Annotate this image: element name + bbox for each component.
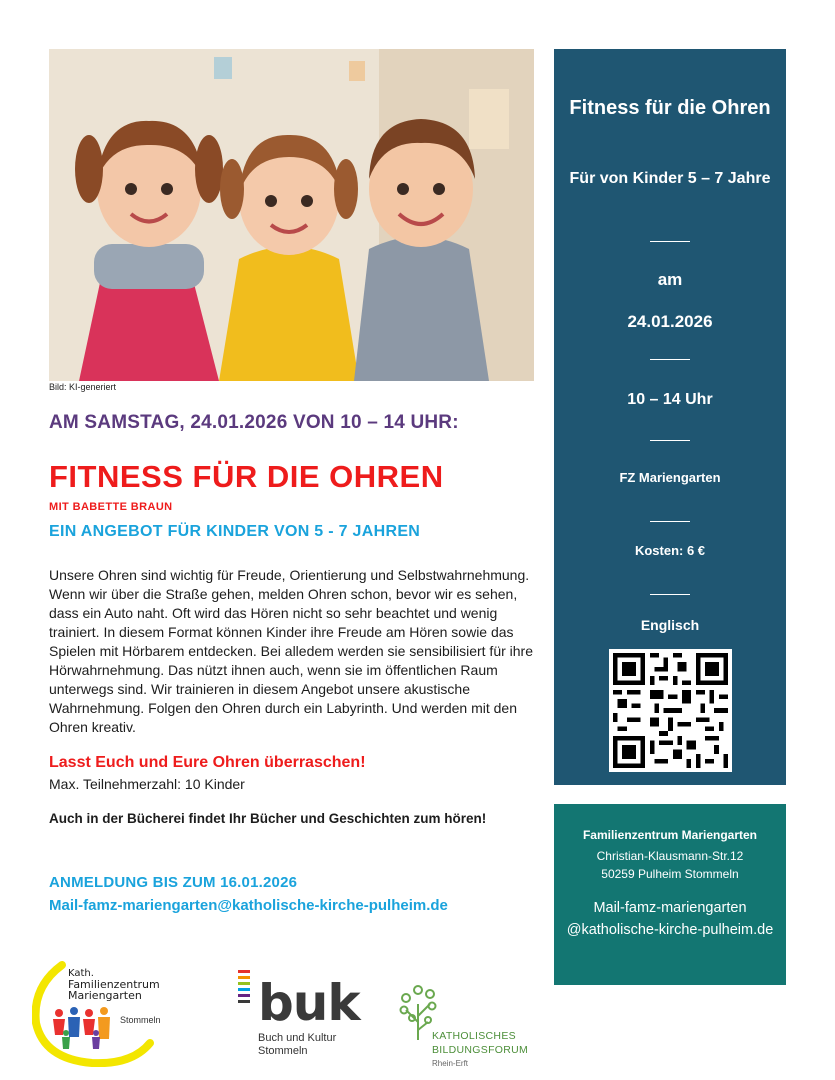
library-note: Auch in der Bücherei findet Ihr Bücher und Geschichten zum hören! — [49, 811, 487, 826]
divider — [650, 594, 690, 595]
panel-am: am — [657, 270, 683, 289]
familienzentrum-logo-text — [68, 968, 160, 1001]
registration-deadline: ANMELDUNG BIS ZUM 16.01.2026 — [49, 874, 298, 891]
divider — [650, 241, 690, 242]
logo-text-line: Kath. — [68, 968, 94, 979]
logo-text-line: Mariengarten — [68, 989, 142, 1002]
panel-language: Englisch — [640, 617, 700, 633]
buk-wordmark: buk — [258, 974, 360, 1032]
panel-title: Fitness für die Ohren — [569, 97, 771, 119]
panel-cost: Kosten: 6 € — [634, 543, 706, 558]
logo-town: Stommeln — [120, 1015, 161, 1025]
panel-date: 24.01.2026 — [627, 312, 713, 331]
divider — [650, 359, 690, 360]
panel-age: Für von Kinder 5 – 7 Jahre — [569, 170, 771, 187]
panel-place: FZ Mariengarten — [619, 470, 721, 485]
photo-caption: Bild: KI-generiert — [49, 382, 117, 392]
buk-town: Stommeln — [258, 1045, 308, 1057]
hero-photo — [49, 49, 534, 381]
buk-logo — [234, 966, 364, 1061]
contact-org: Familienzentrum Mariengarten — [582, 828, 758, 842]
children-illustration — [49, 49, 534, 381]
bildungsforum-logo — [398, 982, 548, 1072]
max-participants: Max. Teilnehmerzahl: 10 Kinder — [49, 776, 245, 792]
divider — [650, 440, 690, 441]
logo-text-line: Familienzentrum — [68, 978, 160, 991]
familienzentrum-logo — [32, 957, 182, 1067]
bildungsforum-line2: BILDUNGSFORUM — [432, 1044, 529, 1056]
panel-time: 10 – 14 Uhr — [627, 391, 713, 408]
buk-subtitle: Buch und Kultur — [258, 1032, 337, 1044]
date-heading: AM SAMSTAG, 24.01.2026 VON 10 – 14 UHR: — [49, 412, 459, 433]
contact-street: Christian-Klausmann-Str.12 — [596, 849, 744, 863]
buk-bars-icon — [234, 970, 254, 1004]
description-text: Unsere Ohren sind wichtig für Freude, Orientierung und Selbstwahrnehmung. Wenn wir über die Straße gehen, melden Ohren schon, bevor wir es sehen, dass ein Auto naht. Oft wird das Hören nicht so sehr beachtet und wenig trainiert. In diesem Format können Kinder ihre Freude am Hören sowie das Spielen mit Hörbarem entdecken. Bei alledem werden sie sensibilisiert für ihre Hörwahrnehmung. Das nützt ihnen auch, wenn sie im öffentlichen Raum unterwegs sind. Wir trainieren in diesem Angebot unsere akustische Wahrnehmung. Folgen den Ohren durch ein Labyrinth. Und werden mit den Ohren kreativ. — [49, 567, 534, 735]
registration-mail-link[interactable]: Mail-famz-mariengarten@katholische-kirche-pulheim.de — [49, 897, 448, 914]
contact-mail-link[interactable]: Mail-famz-mariengarten @katholische-kirche-pulheim.de — [566, 900, 774, 938]
instructor-line: MIT BABETTE BRAUN — [49, 501, 173, 513]
bildungsforum-region: Rhein-Erft — [432, 1059, 469, 1068]
bildungsforum-line1: KATHOLISCHES — [432, 1030, 516, 1042]
highlight-text: Lasst Euch und Eure Ohren überraschen! — [49, 754, 366, 771]
page-title: FITNESS FÜR DIE OHREN — [49, 459, 444, 494]
qr-code-icon — [613, 653, 728, 768]
divider — [650, 521, 690, 522]
qr-code[interactable] — [609, 649, 732, 772]
age-offer-line: EIN ANGEBOT FÜR KINDER VON 5 - 7 JAHREN — [49, 523, 421, 540]
info-panel — [554, 49, 786, 785]
contact-city: 50259 Pulheim Stommeln — [601, 867, 739, 881]
contact-panel — [554, 804, 786, 985]
